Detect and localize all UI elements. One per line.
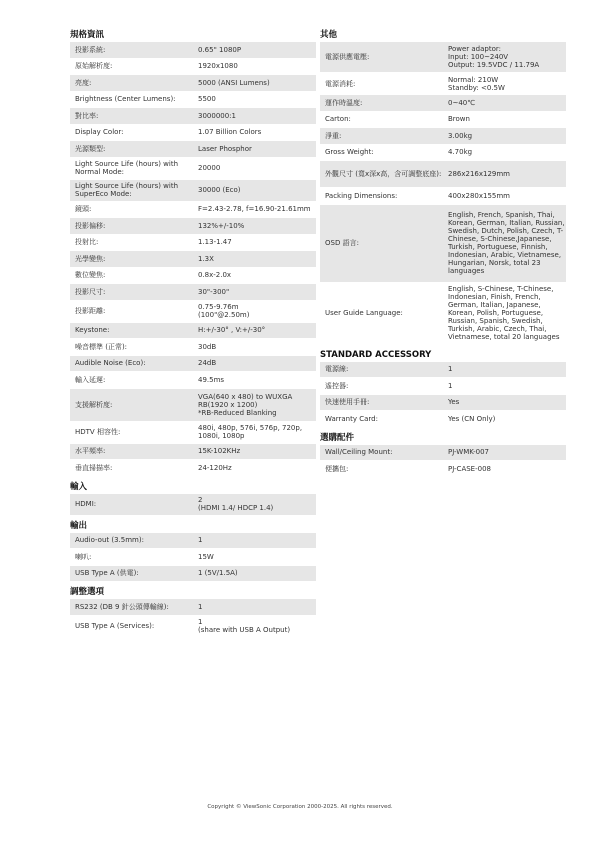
row-value: 1: [198, 536, 203, 545]
table-row: [320, 461, 566, 478]
adjust-table: [70, 599, 316, 638]
row-value: 1: [448, 365, 453, 374]
row-label: USB Type A (Services):: [75, 622, 155, 630]
table-row: [320, 411, 566, 428]
table-row: [320, 161, 566, 188]
row-value: 1920x1080: [198, 62, 238, 71]
row-value: 0~40℃: [448, 98, 476, 107]
row-value: 0.65" 1080P: [198, 45, 242, 54]
row-label: Packing Dimensions:: [325, 191, 398, 200]
table-row: [70, 218, 316, 235]
row-value: F=2.43-2.78, f=16.90-21.61mm: [198, 205, 311, 214]
row-label: HDTV 相容性:: [75, 428, 121, 436]
row-value: 3000000:1: [198, 111, 236, 120]
table-row: [320, 95, 566, 112]
row-label: Audible Noise (Eco):: [75, 359, 146, 368]
row-label: 垂直掃描率:: [75, 463, 113, 472]
table-row: [70, 566, 316, 583]
row-value: Normal: 210W Standby: <0.5W: [448, 75, 505, 92]
row-value: Yes: [448, 398, 460, 407]
row-value: 1: [448, 381, 453, 390]
table-row: [320, 445, 566, 462]
table-row: [70, 301, 316, 323]
spec-column-right: [320, 28, 566, 478]
table-row: [70, 372, 316, 389]
row-value: 1 (5V/1.5A): [198, 569, 238, 578]
table-row: [70, 268, 316, 285]
table-row: [320, 42, 566, 73]
table-row: [70, 251, 316, 268]
spec-table: [70, 42, 316, 477]
row-label: User Guide Language:: [325, 309, 403, 317]
row-value: 3.00kg: [448, 131, 473, 140]
table-row: [320, 145, 566, 162]
table-row: [70, 284, 316, 301]
row-value: VGA(640 x 480) to WUXGA RB(1920 x 1200) *RB-Reduced Blanking: [198, 392, 293, 417]
row-value: 24dB: [198, 359, 217, 368]
row-label: 對比率:: [75, 111, 99, 120]
table-row: [70, 235, 316, 252]
table-row: [320, 378, 566, 395]
row-value: 0.75-9.76m (100"@2.50m): [198, 303, 250, 319]
spec-column-left: [70, 28, 316, 638]
row-label: 投影偏移:: [75, 221, 106, 230]
table-row: [70, 356, 316, 373]
row-label: RS232 (DB 9 針公頭傳輸線):: [75, 602, 169, 611]
row-value: 132%+/-10%: [198, 221, 245, 230]
table-row: [320, 362, 566, 379]
row-label: 亮度:: [75, 78, 92, 87]
row-label: 投影尺寸:: [75, 287, 106, 296]
table-row: [70, 533, 316, 550]
row-label: 電源供應電壓:: [325, 53, 370, 61]
section-title-output: 輸出: [70, 520, 88, 531]
row-value: H:+/-30° , V:+/-30°: [198, 326, 266, 335]
row-value: Brown: [448, 115, 470, 124]
table-row: [320, 395, 566, 412]
row-label: 遙控器:: [325, 381, 349, 390]
row-value: 20000: [198, 164, 221, 172]
row-label: 便攜包:: [325, 464, 349, 473]
row-value: 5000 (ANSI Lumens): [198, 78, 270, 87]
row-value: 30"-300": [198, 287, 230, 296]
table-row: [320, 112, 566, 129]
row-value: 4.70kg: [448, 148, 473, 157]
row-label: 支援解析度:: [75, 400, 113, 409]
section-title-standard-accessory: STANDARD ACCESSORY: [320, 349, 432, 360]
row-label: 水平頻率:: [75, 447, 106, 456]
row-label: OSD 語言:: [325, 239, 359, 247]
row-label: Light Source Life (hours) with Normal Mode:: [75, 160, 179, 176]
table-row: [70, 108, 316, 125]
row-label: 電源消耗:: [325, 79, 356, 88]
section-title-adjust: 調整選項: [70, 587, 105, 597]
row-label: HDMI:: [75, 500, 97, 508]
table-row: [70, 158, 316, 180]
row-label: 電源線:: [325, 365, 349, 374]
row-label: Gross Weight:: [325, 148, 374, 157]
row-value: 30dB: [198, 342, 217, 351]
table-row: [70, 460, 316, 477]
row-value: 5500: [198, 95, 216, 104]
row-label: USB Type A (供電):: [75, 569, 139, 578]
row-value: 1.07 Billion Colors: [198, 128, 262, 137]
row-label: Keystone:: [75, 326, 110, 335]
table-row: [70, 75, 316, 92]
table-row: [70, 59, 316, 76]
table-row: [320, 283, 566, 345]
table-row: [70, 339, 316, 356]
row-value: 15W: [198, 552, 214, 561]
row-value: PJ-WMK-007: [448, 448, 489, 457]
row-label: 數位變焦:: [75, 271, 106, 280]
table-row: [70, 549, 316, 566]
row-label: Wall/Ceiling Mount:: [325, 448, 393, 457]
row-label: 外觀尺寸 (寬x深x高，含可調整底座):: [325, 170, 442, 178]
row-value: 400x280x155mm: [448, 191, 511, 200]
section-title-input: 輸入: [70, 481, 88, 492]
row-value: 1.13-1.47: [198, 238, 232, 247]
row-value: 1 (share with USB A Output): [198, 618, 291, 634]
row-label: 原始解析度:: [75, 62, 113, 71]
section-title-other: 其他: [320, 30, 338, 40]
row-label: 投影距離:: [75, 307, 106, 315]
row-label: Audio-out (3.5mm):: [75, 536, 144, 545]
copyright-footer: Copyright © ViewSonic Corporation 2000-2025. All rights reserved.: [207, 804, 393, 810]
table-row: [70, 599, 316, 616]
row-label: 喇叭:: [75, 552, 92, 561]
row-label: 鏡頭:: [75, 205, 92, 214]
table-row: [320, 205, 566, 283]
table-row: [70, 323, 316, 340]
section-title-optional-accessory: 選購配件: [320, 432, 355, 443]
row-value: 2 (HDMI 1.4/ HDCP 1.4): [198, 496, 274, 512]
standard-accessory-table: [320, 362, 566, 428]
input-table: [70, 494, 316, 516]
row-value: 24-120Hz: [198, 463, 232, 472]
row-value: English, S-Chinese, T-Chinese, Indonesian, Finish, French, German, Italian, Japanese, Korean, Polish, Portuguese, Russian, Spanish, Swedish, Turkish, Arabic, Czech, Thai, Vietnamese, total 20 languages: [448, 285, 560, 341]
table-row: [320, 188, 566, 205]
row-value: 1: [198, 602, 203, 611]
row-label: 光學變焦:: [75, 254, 106, 263]
table-row: [70, 202, 316, 219]
row-label: Light Source Life (hours) with SuperEco Mode:: [75, 182, 179, 198]
table-row: [70, 494, 316, 516]
row-label: Brightness (Center Lumens):: [75, 95, 176, 104]
section-title-spec: 規格資訊: [70, 30, 105, 40]
row-label: 運作時溫度:: [325, 98, 363, 107]
table-row: [70, 141, 316, 158]
row-value: 15K-102KHz: [198, 447, 241, 456]
table-row: [70, 42, 316, 59]
table-row: [70, 422, 316, 444]
row-label: Display Color:: [75, 128, 124, 137]
table-row: [70, 180, 316, 202]
row-value: Laser Phosphor: [198, 144, 252, 153]
row-label: 輸入延遲:: [75, 375, 106, 384]
table-row: [320, 128, 566, 145]
table-row: [70, 444, 316, 461]
row-label: 噪音標準 (正常):: [75, 342, 128, 351]
other-table: [320, 42, 566, 345]
table-row: [320, 73, 566, 95]
row-value: English, French, Spanish, Thai, Korean, German, Italian, Russian, Swedish, Dutch, Polish, Czech, T-Chinese, S-Chinese,Japanese, Turkish, Portuguese, Finnish, Indonesian, Arabic, Vietnamese, Hungarian, Norsk, total 23 languages: [448, 211, 565, 275]
row-value: 1.3X: [198, 254, 214, 263]
table-row: [70, 616, 316, 638]
row-value: 30000 (Eco): [198, 186, 241, 194]
table-row: [70, 389, 316, 422]
row-value: 0.8x-2.0x: [198, 271, 232, 280]
row-label: 投影系統:: [75, 45, 106, 54]
row-label: 光源類型:: [75, 144, 106, 153]
row-value: 480i, 480p, 576i, 576p, 720p, 1080i, 1080p: [198, 424, 303, 440]
row-label: Carton:: [325, 115, 351, 124]
row-value: 49.5ms: [198, 375, 225, 384]
row-value: PJ-CASE-008: [448, 464, 491, 473]
row-label: 投射比:: [75, 238, 99, 247]
row-value: Power adaptor: Input: 100~240V Output: 19.5VDC / 11.79A: [448, 45, 540, 69]
table-row: [70, 92, 316, 109]
row-value: 286x216x129mm: [448, 170, 511, 178]
row-label: 快速使用手冊:: [325, 398, 370, 407]
table-row: [70, 125, 316, 142]
optional-accessory-table: [320, 445, 566, 478]
output-table: [70, 533, 316, 583]
row-value: Yes (CN Only): [448, 414, 496, 423]
row-label: 淨重:: [325, 131, 342, 140]
row-label: Warranty Card:: [325, 414, 378, 423]
